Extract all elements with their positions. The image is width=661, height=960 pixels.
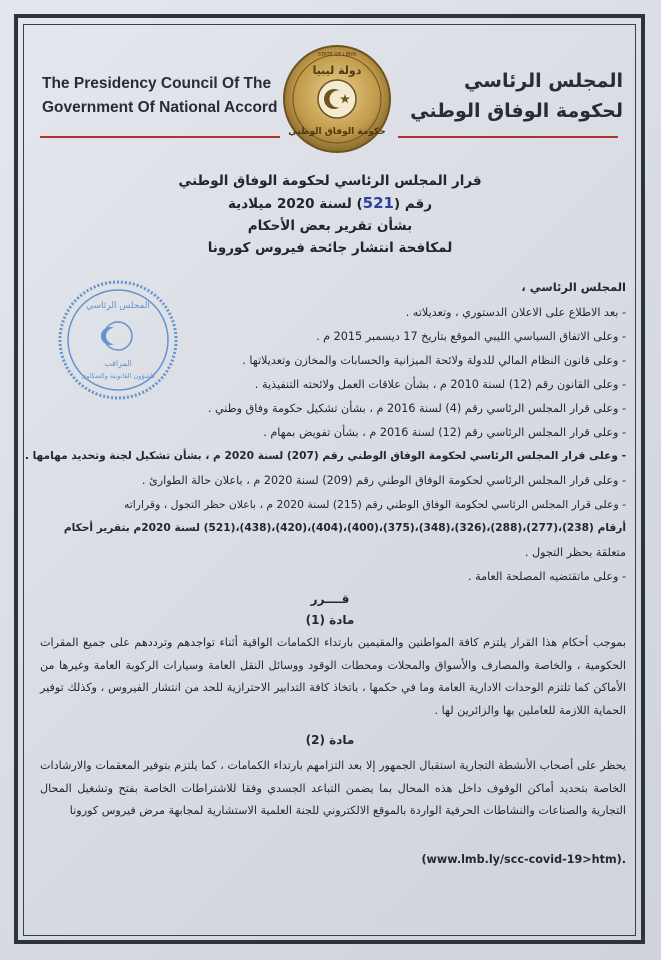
emblem-top-text: STATE OF LIBYA [317,52,357,58]
decision-subject-line1: بشأن تقرير بعض الأحكام [247,218,413,234]
english-council-name [42,72,282,120]
decision-number-line [150,192,510,215]
preamble-item: - وعلى قرار المجلس الرئاسي رقم (12) لسنة 2016 م ، بشأن تفويض بمهام . [263,426,626,439]
arabic-council-name [393,66,623,126]
preamble-item: - وعلى ماتقتضيه المصلحة العامة . [467,570,626,583]
preamble-item: متعلقة بحظر التجول . [524,546,626,559]
decision-title-block [150,170,510,259]
english-name-line1: The Presidency Council Of The [42,75,272,92]
decision-title-line1: قرار المجلس الرئاسي لحكومة الوفاق الوطني [178,173,482,189]
article1-text: بموجب أحكام هذا القرار يلتزم كافة المواطنين والمقيمين بارتداء الكمامات الواقية أثناء تواجدهم وترددهم على جميع المقرات الحكومية ، والخاصة والمصارف والأسواق والمحلات ومحطات الوقود ووسائل النقل العامة وسيارات الركوبة العامة وغيرها من الأماكن كما تلتزم الوحدات الادارية العامة وما في حكمها ، باتخاذ كافة التدابير الاحترازية للحد من انتشار الفيروس ، وكذلك توفير الحماية اللازمة للعاملين بها والزائرين لها . [40,636,626,717]
preamble-item: - وعلى قرار المجلس الرئاسي لحكومة الوفاق الوطني رقم (209) لسنة 2020 م ، باعلان حالة الطوارئ . [141,474,626,487]
preamble-item: - وعلى قرار المجلس الرئاسي لحكومة الوفاق الوطني رقم (207) لسنة 2020 م ، بشأن تشكيل لجنة وتحديد مهامها . [24,450,626,462]
preamble-item: - وعلى قرار المجلس الرئاسي رقم (4) لسنة 2016 م ، بشأن تشكيل حكومة وفاق وطني . [207,402,626,415]
preamble-item: - بعد الاطلاع على الاعلان الدستوري ، وتعديلاته . [405,306,626,319]
decided-heading: قــــرر [310,592,350,606]
emblem-line1: دولة ليبيا [312,64,362,77]
stamp-line1: المجلس الرئاسي [85,301,151,311]
article2-url-line [40,849,626,872]
stamp-line2: المراقب [104,359,132,368]
header-divider-left [40,136,280,138]
preamble-item: - وعلى قانون النظام المالي للدولة ولائحة الميزانية والحسابات والمخازن وتعديلاتها . [242,354,626,367]
preamble-item: - وعلى قرار المجلس الرئاسي لحكومة الوفاق الوطني رقم (215) لسنة 2020 م ، باعلان حظر التجول ، وقراراته [123,498,626,511]
preamble-item: - وعلى الاتفاق السياسي الليبي الموقع بتاريخ 17 ديسمبر 2015 م . [316,330,626,343]
article2-text: يحظر على أصحاب الأنشطة التجارية استقبال الجمهور إلا بعد التزامهم بارتداء الكمامات ، كما يلتزم بتوفير المعقمات والارشادات الخاصة بتحديد أماكن الوقوف داخل هذه المحال بما يضمن التباعد الجسدي وفقا للاشتراطات الخاصة بفتح وتشغيل المحال التجارية والصناعات والنشاطات الحرفية الواردة بالموقع الالكتروني للجنة العلمية الاستشارية لمجابهة مرض فيروس كورونا [40,759,626,817]
official-stamp-icon [56,278,180,402]
preamble-item: أرقام (238)،(277)،(288)،(326)،(348)،(375)،(400)،(404)،(420)،(438)،(521) لسنة 2020م بتقرير أحكام [63,522,626,534]
article2-url: (www.lmb.ly/scc-covid-19>htm). [421,853,626,866]
stamp-line3: للشؤون القانونية والشكاوى [81,372,155,380]
decision-number: 521 [362,194,394,212]
english-name-line2: Government Of National Accord [42,99,278,116]
state-emblem-seal-icon [282,44,392,154]
arabic-name-line1: المجلس الرئاسي [464,70,623,92]
header-divider-right [398,136,618,138]
decision-number-prefix: رقم ( [393,196,433,212]
opening-line: المجلس الرئاسي ، [521,280,626,294]
arabic-name-line2: لحكومة الوفاق الوطني [410,100,623,122]
article2-title: مادة (2) [305,733,355,747]
article1-title: مادة (1) [305,613,355,627]
preamble-item: - وعلى القانون رقم (12) لسنة 2010 م ، بشأن علاقات العمل ولائحته التنفيذية . [254,378,626,391]
decision-subject-line2: لمكافحة انتشار جائحة فيروس كورونا [207,240,453,256]
decision-number-suffix: ) لسنة 2020 ميلادية [227,196,363,212]
emblem-line2: حكومة الوفاق الوطني [288,127,386,137]
